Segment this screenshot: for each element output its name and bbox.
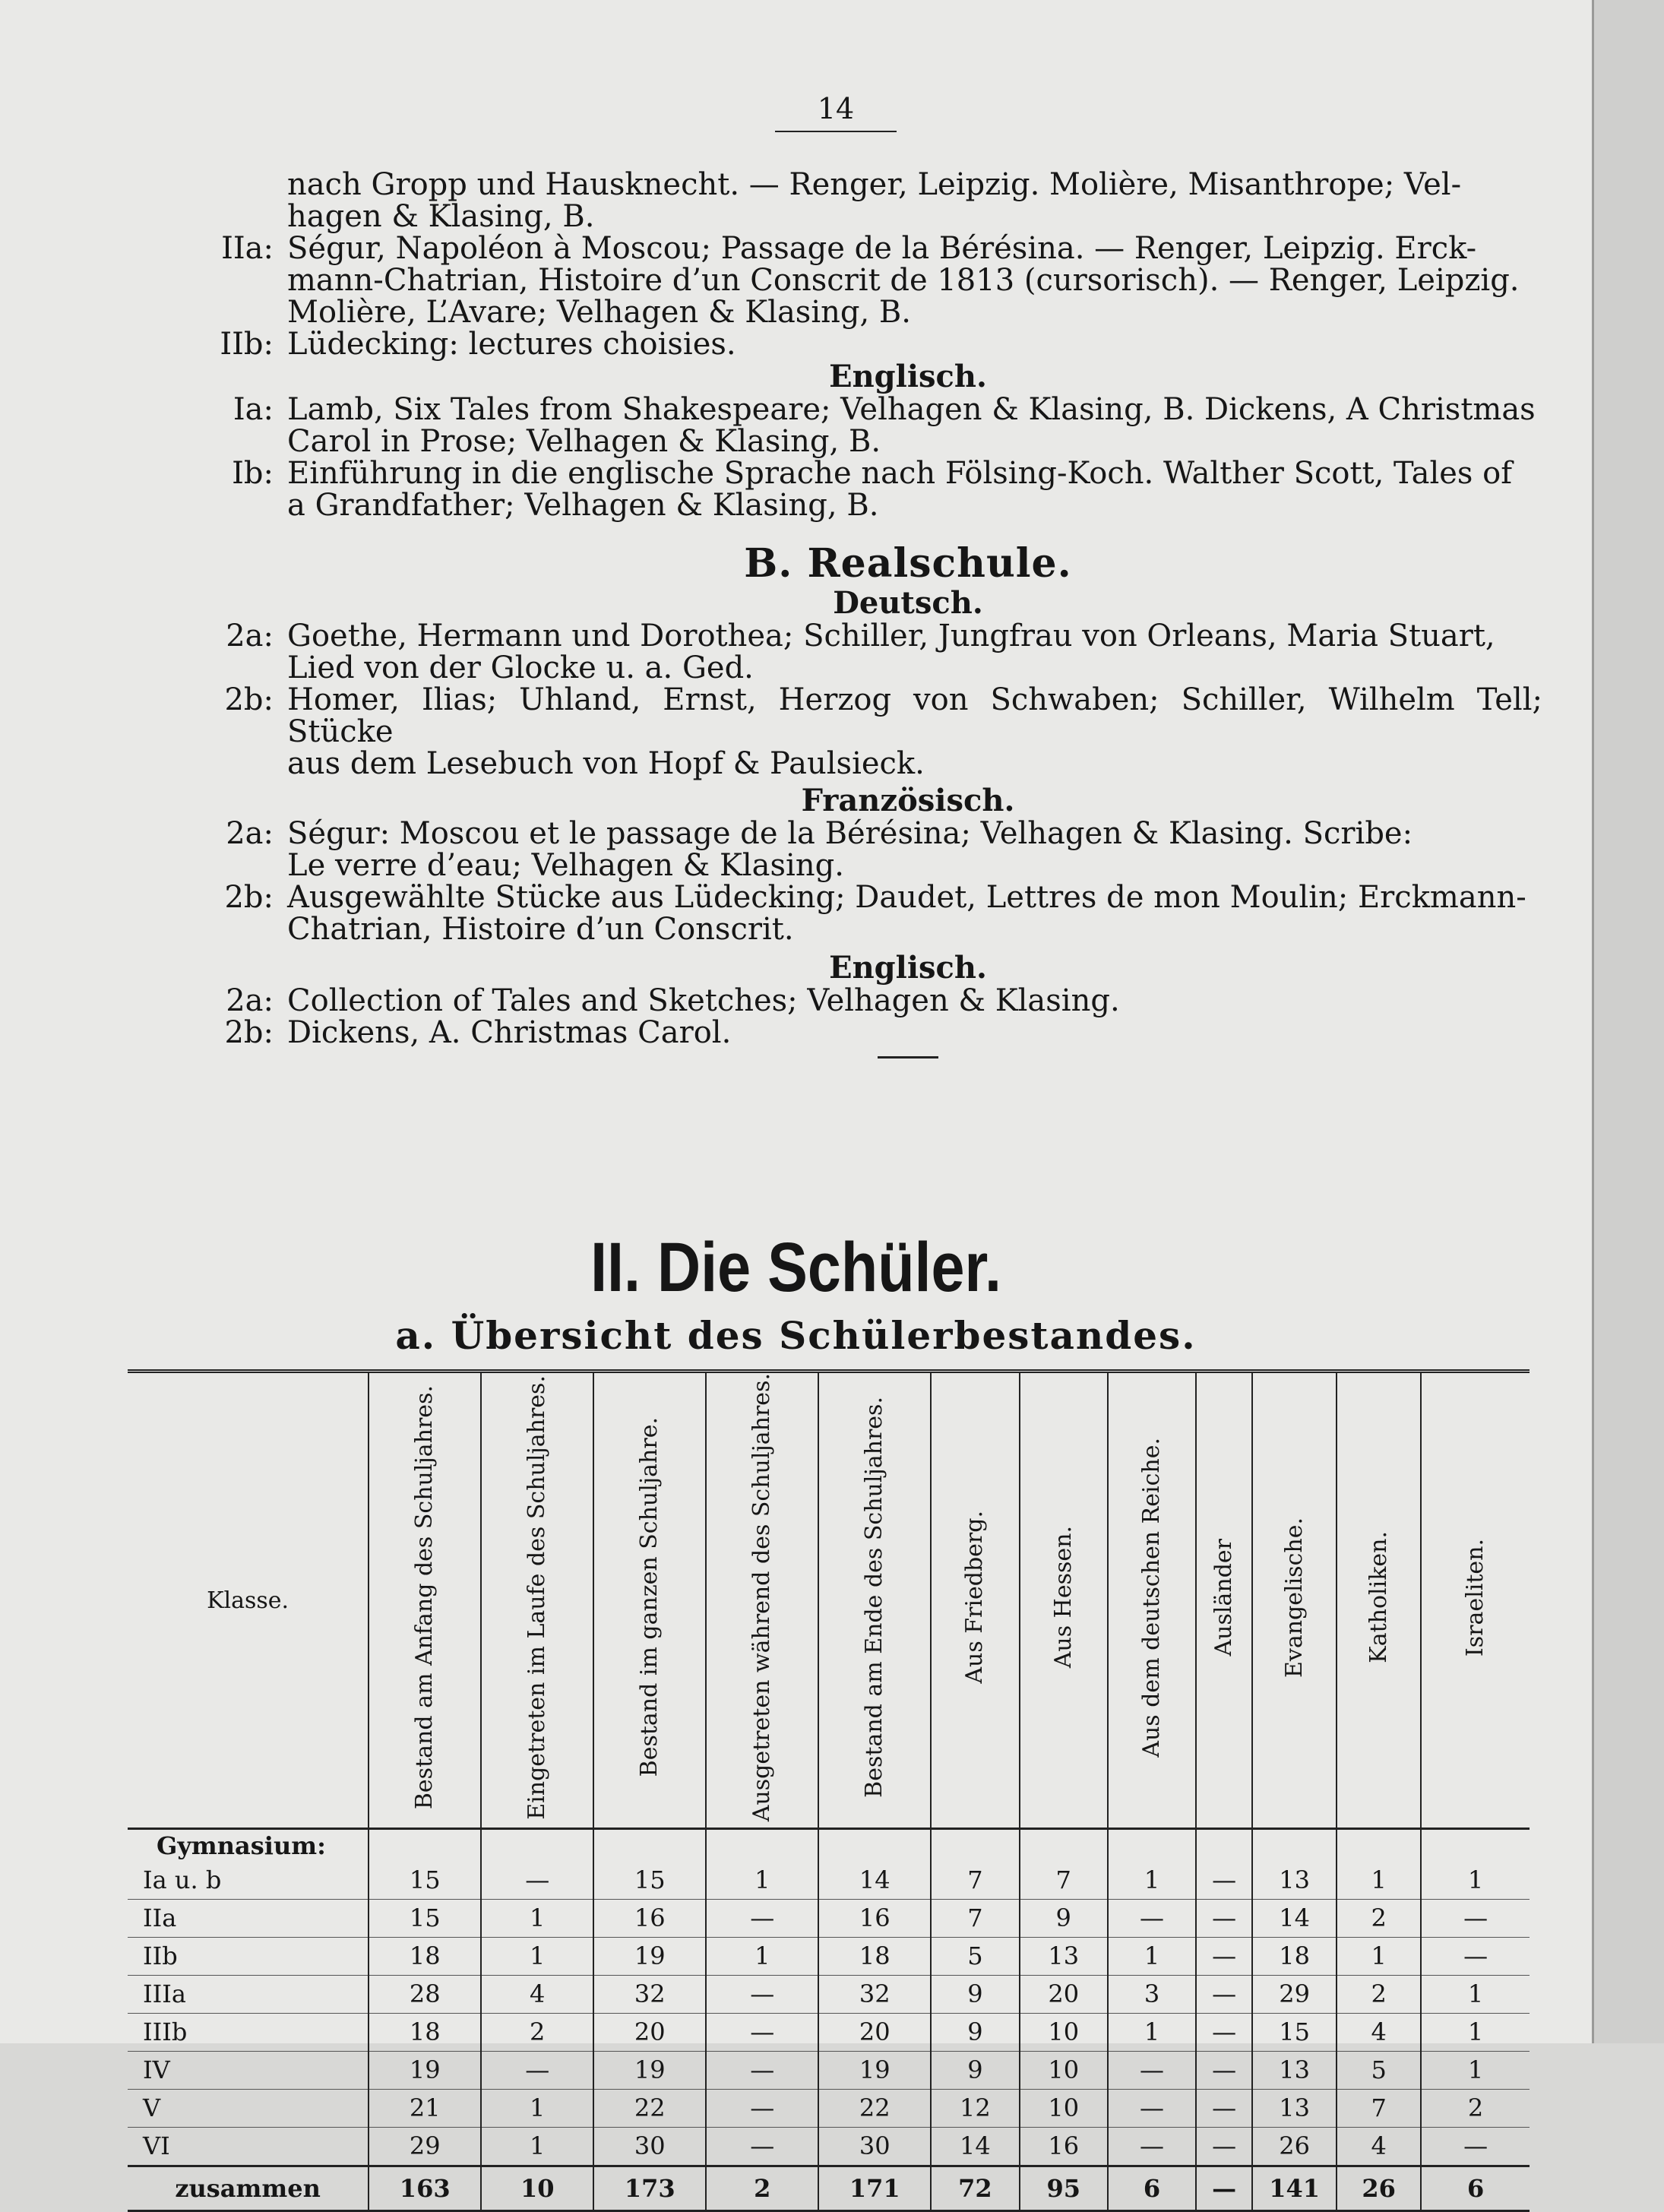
- header-column: [1108, 1372, 1196, 1829]
- table-cell: 1: [1108, 1862, 1196, 1900]
- header-column: [481, 1372, 593, 1829]
- table-cell: 15: [369, 1900, 481, 1938]
- sum-cell: 171: [818, 2166, 931, 2211]
- table-cell: 2: [1337, 1976, 1421, 2014]
- sum-cell: 95: [1020, 2166, 1108, 2211]
- entry-line: Lamb, Six Tales from Shakespeare; Velhagen & Klasing, B. Dickens, A Christmas: [287, 392, 1536, 427]
- table-cell: 5: [1337, 2052, 1421, 2090]
- entry-text: [287, 457, 1542, 521]
- empty-cell: [1252, 1829, 1337, 1862]
- table-cell: 1: [1108, 2014, 1196, 2052]
- page-edge: [1592, 0, 1664, 2043]
- table-cell: 1: [481, 1938, 593, 1976]
- table-cell: 9: [931, 2014, 1019, 2052]
- table-cell: 13: [1252, 2090, 1337, 2128]
- table-cell: —: [706, 2090, 818, 2128]
- entry-text: [287, 684, 1542, 780]
- header-label: Bestand am Anfang des Schuljahres.: [411, 1385, 438, 1810]
- header-label: Evangelische.: [1280, 1517, 1308, 1678]
- english-realschule-entries: [175, 985, 1542, 1049]
- table-cell: 20: [1020, 1976, 1108, 2014]
- heading-englisch-realschule: Englisch.: [829, 950, 987, 986]
- row-class-label: IIIa: [128, 1976, 369, 2014]
- row-class-label: VI: [128, 2128, 369, 2166]
- empty-cell: [706, 1829, 818, 1862]
- table-cell: —: [481, 1862, 593, 1900]
- entry-class-label: 2a:: [226, 619, 274, 653]
- table-cell: 20: [818, 2014, 931, 2052]
- empty-cell: [369, 1829, 481, 1862]
- entry-text: [287, 233, 1542, 328]
- entry-line: Homer, Ilias; Uhland, Ernst, Herzog von Schwaben; Schiller, Wilhelm Tell; Stücke: [287, 682, 1542, 749]
- header-label: Ausländer: [1210, 1538, 1238, 1657]
- empty-cell: [931, 1829, 1019, 1862]
- table-cell: 18: [818, 1938, 931, 1976]
- entry-line: Le verre d’eau; Velhagen & Klasing.: [287, 848, 844, 883]
- sum-cell: 173: [593, 2166, 706, 2211]
- entry-line: a Grandfather; Velhagen & Klasing, B.: [287, 488, 879, 523]
- entry-text: [287, 1017, 1542, 1049]
- english-gymnasium-entries: [175, 394, 1542, 521]
- header-column: [1337, 1372, 1421, 1829]
- entry-text: [287, 818, 1542, 881]
- table-cell: 1: [1421, 1862, 1530, 1900]
- table-cell: 20: [593, 2014, 706, 2052]
- table-cell: 2: [481, 2014, 593, 2052]
- table-cell: 9: [931, 1976, 1019, 2014]
- entry-class-label: Ib:: [232, 456, 274, 491]
- table-cell: 1: [1108, 1938, 1196, 1976]
- heading-englisch-gymnasium: Englisch.: [829, 359, 987, 394]
- header-klasse: Klasse.: [128, 1372, 369, 1829]
- table-cell: 4: [1337, 2128, 1421, 2166]
- table-cell: —: [481, 2052, 593, 2090]
- section-divider: [878, 1056, 938, 1059]
- table-cell: 1: [1421, 1976, 1530, 2014]
- row-class-label: V: [128, 2090, 369, 2128]
- entry-iia: [175, 233, 1542, 328]
- entry-line: nach Gropp und Hausknecht. — Renger, Leipzig. Molière, Misanthrope; Vel-: [287, 167, 1462, 202]
- table-row: [128, 1900, 1530, 1938]
- entry-class-label: 2b:: [224, 682, 274, 717]
- entry-line: mann-Chatrian, Histoire d’un Conscrit de 1813 (cursorisch). — Renger, Leipzig.: [287, 263, 1520, 298]
- table-cell: 1: [1421, 2052, 1530, 2090]
- table-cell: 7: [1337, 2090, 1421, 2128]
- table-cell: 30: [818, 2128, 931, 2166]
- empty-cell: [481, 1829, 593, 1862]
- header-label: Katholiken.: [1365, 1531, 1392, 1663]
- entry-line: Molière, L’Avare; Velhagen & Klasing, B.: [287, 295, 912, 330]
- empty-cell: [818, 1829, 931, 1862]
- sum-cell: 163: [369, 2166, 481, 2211]
- table-cell: —: [1196, 2014, 1252, 2052]
- entry-ia: [175, 394, 1542, 457]
- table-cell: 16: [818, 1900, 931, 1938]
- header-column: [1020, 1372, 1108, 1829]
- table-cell: —: [1421, 1900, 1530, 1938]
- page-number-rule: [775, 131, 897, 132]
- table-cell: 5: [931, 1938, 1019, 1976]
- row-class-label: IIb: [128, 1938, 369, 1976]
- row-class-label: Ia u. b: [128, 1862, 369, 1900]
- entry-ib: [175, 457, 1542, 521]
- sum-cell: 6: [1108, 2166, 1196, 2211]
- table-cell: —: [1196, 2052, 1252, 2090]
- table-cell: 4: [1337, 2014, 1421, 2052]
- sum-cell: 10: [481, 2166, 593, 2211]
- table-row: [128, 2128, 1530, 2166]
- entry-2a: [175, 985, 1542, 1017]
- table-cell: 19: [593, 1938, 706, 1976]
- header-label: Bestand am Ende des Schuljahres.: [861, 1397, 888, 1799]
- entry-line: aus dem Lesebuch von Hopf & Paulsieck.: [287, 746, 925, 781]
- table-cell: 1: [706, 1938, 818, 1976]
- table-cell: —: [706, 2128, 818, 2166]
- table-row: [128, 2090, 1530, 2128]
- entry-line: Ségur: Moscou et le passage de la Bérésina; Velhagen & Klasing. Scribe:: [287, 816, 1413, 851]
- table-cell: 10: [1020, 2014, 1108, 2052]
- table-cell: 13: [1252, 2052, 1337, 2090]
- table-cell: 3: [1108, 1976, 1196, 2014]
- entry-line: Collection of Tales and Sketches; Velhagen & Klasing.: [287, 983, 1120, 1018]
- entry-class-label: 2b:: [224, 880, 274, 915]
- table-cell: —: [706, 2014, 818, 2052]
- table-cell: 21: [369, 2090, 481, 2128]
- entry-text: [287, 985, 1542, 1017]
- heading-realschule: B. Realschule.: [744, 540, 1072, 587]
- header-column: [1252, 1372, 1337, 1829]
- table-cell: —: [706, 1900, 818, 1938]
- table-cell: —: [1196, 1900, 1252, 1938]
- table-cell: 12: [931, 2090, 1019, 2128]
- entry-line: Carol in Prose; Velhagen & Klasing, B.: [287, 424, 881, 459]
- table-cell: —: [1196, 1938, 1252, 1976]
- table-cell: 19: [593, 2052, 706, 2090]
- entry-2b: [175, 1017, 1542, 1049]
- table-cell: 13: [1252, 1862, 1337, 1900]
- table-row: [128, 1976, 1530, 2014]
- table-cell: —: [1196, 2128, 1252, 2166]
- french-gymnasium-entries: [175, 169, 1542, 360]
- entry-text: [287, 394, 1542, 457]
- table-cell: 13: [1020, 1938, 1108, 1976]
- entry-text: [287, 328, 1542, 360]
- entry-text: [287, 169, 1542, 233]
- entry-iib: [175, 328, 1542, 360]
- empty-cell: [593, 1829, 706, 1862]
- table-cell: 15: [1252, 2014, 1337, 2052]
- table-cell: 9: [1020, 1900, 1108, 1938]
- group-row: [128, 1829, 1530, 1862]
- entry-class-label: IIa:: [221, 231, 274, 266]
- header-column: [1421, 1372, 1530, 1829]
- table-row: [128, 1862, 1530, 1900]
- table-cell: 16: [593, 1900, 706, 1938]
- table-cell: 1: [1337, 1938, 1421, 1976]
- chapter-heading: II. Die Schüler.: [590, 1229, 1001, 1306]
- table-cell: —: [1108, 2128, 1196, 2166]
- sum-cell: 2: [706, 2166, 818, 2211]
- entry-class-label: Ia:: [233, 392, 274, 427]
- entry-line: Chatrian, Histoire d’un Conscrit.: [287, 912, 794, 947]
- entry-2a: [175, 620, 1542, 684]
- table-cell: 29: [1252, 1976, 1337, 2014]
- table-cell: 7: [931, 1862, 1019, 1900]
- table-cell: 19: [818, 2052, 931, 2090]
- entry-class-label: [175, 169, 287, 233]
- row-class-label: IV: [128, 2052, 369, 2090]
- french-realschule-entries: [175, 818, 1542, 945]
- table-row: [128, 2052, 1530, 2090]
- table-cell: 30: [593, 2128, 706, 2166]
- table-cell: 32: [593, 1976, 706, 2014]
- table-cell: —: [706, 1976, 818, 2014]
- table-cell: —: [1196, 1976, 1252, 2014]
- entry-text: [287, 881, 1542, 945]
- header-label: Aus Friedberg.: [961, 1511, 989, 1684]
- table-cell: 32: [818, 1976, 931, 2014]
- header-column: [931, 1372, 1019, 1829]
- sum-cell: 26: [1337, 2166, 1421, 2211]
- table-cell: 18: [369, 1938, 481, 1976]
- header-column: [1196, 1372, 1252, 1829]
- empty-cell: [1020, 1829, 1108, 1862]
- table-cell: —: [1421, 2128, 1530, 2166]
- entry-line: hagen & Klasing, B.: [287, 199, 595, 234]
- sum-label: zusammen: [128, 2166, 369, 2211]
- entry-class-label: 2a:: [226, 816, 274, 851]
- table-cell: 1: [706, 1862, 818, 1900]
- header-column: [593, 1372, 706, 1829]
- table-header-row: [128, 1372, 1530, 1829]
- table-cell: —: [1421, 1938, 1530, 1976]
- header-label: Aus Hessen.: [1049, 1526, 1077, 1669]
- entry-text: [287, 620, 1542, 684]
- table-cell: 1: [1421, 2014, 1530, 2052]
- empty-cell: [1421, 1829, 1530, 1862]
- table-cell: 28: [369, 1976, 481, 2014]
- table-cell: 2: [1337, 1900, 1421, 1938]
- table-cell: 4: [481, 1976, 593, 2014]
- reading-list: [175, 169, 1542, 1059]
- empty-cell: [1196, 1829, 1252, 1862]
- table-cell: 15: [593, 1862, 706, 1900]
- table-cell: —: [1108, 2090, 1196, 2128]
- table-cell: —: [1196, 1862, 1252, 1900]
- table-cell: 18: [369, 2014, 481, 2052]
- table-cell: 29: [369, 2128, 481, 2166]
- entry-line: Dickens, A. Christmas Carol.: [287, 1015, 732, 1050]
- header-column: [369, 1372, 481, 1829]
- student-table-wrapper: [128, 1369, 1530, 2212]
- table-cell: —: [1108, 1900, 1196, 1938]
- heading-franzoesisch: Französisch.: [801, 783, 1015, 818]
- entry-continued: [175, 169, 1542, 233]
- table-cell: 7: [1020, 1862, 1108, 1900]
- row-class-label: IIa: [128, 1900, 369, 1938]
- table-cell: 14: [931, 2128, 1019, 2166]
- header-column: [706, 1372, 818, 1829]
- header-label: Ausgetreten während des Schuljahres.: [748, 1373, 776, 1822]
- table-cell: —: [706, 2052, 818, 2090]
- entry-2b: [175, 881, 1542, 945]
- table-cell: 10: [1020, 2090, 1108, 2128]
- group-label: Gymnasium:: [157, 1831, 326, 1861]
- entry-class-label: IIb:: [220, 327, 274, 362]
- table-cell: 22: [818, 2090, 931, 2128]
- sum-cell: —: [1196, 2166, 1252, 2211]
- sum-row: [128, 2166, 1530, 2211]
- table-cell: 14: [818, 1862, 931, 1900]
- sum-cell: 72: [931, 2166, 1019, 2211]
- table-cell: 22: [593, 2090, 706, 2128]
- heading-deutsch: Deutsch.: [833, 585, 983, 621]
- table-cell: 19: [369, 2052, 481, 2090]
- entry-class-label: 2b:: [224, 1015, 274, 1050]
- page-number: 14: [817, 92, 855, 125]
- table-title: a. Übersicht des Schülerbestandes.: [395, 1313, 1197, 1358]
- empty-cell: [1108, 1829, 1196, 1862]
- header-label: Israeliten.: [1462, 1538, 1489, 1657]
- empty-cell: [1337, 1829, 1421, 1862]
- table-cell: 1: [481, 1900, 593, 1938]
- table-cell: 18: [1252, 1938, 1337, 1976]
- entry-line: Einführung in die englische Sprache nach Fölsing-Koch. Walther Scott, Tales of: [287, 456, 1513, 491]
- table-cell: 9: [931, 2052, 1019, 2090]
- entry-line: Lied von der Glocke u. a. Ged.: [287, 650, 754, 685]
- header-label: Eingetreten im Laufe des Schuljahres.: [524, 1375, 551, 1820]
- entry-2a: [175, 818, 1542, 881]
- table-cell: 14: [1252, 1900, 1337, 1938]
- header-column: [818, 1372, 931, 1829]
- student-table: [128, 1369, 1530, 2212]
- table-cell: —: [1108, 2052, 1196, 2090]
- table-cell: 7: [931, 1900, 1019, 1938]
- entry-class-label: 2a:: [226, 983, 274, 1018]
- table-cell: —: [1196, 2090, 1252, 2128]
- entry-line: Ausgewählte Stücke aus Lüdecking; Daudet, Lettres de mon Moulin; Erckmann-: [287, 880, 1526, 915]
- table-cell: 15: [369, 1862, 481, 1900]
- table-cell: 1: [481, 2128, 593, 2166]
- german-realschule-entries: [175, 620, 1542, 780]
- entry-line: Lüdecking: lectures choisies.: [287, 327, 736, 362]
- entry-line: Goethe, Hermann und Dorothea; Schiller, Jungfrau von Orleans, Maria Stuart,: [287, 619, 1495, 653]
- entry-2b: [175, 684, 1542, 780]
- table-cell: 1: [1337, 1862, 1421, 1900]
- sum-cell: 141: [1252, 2166, 1337, 2211]
- table-row: [128, 1938, 1530, 1976]
- row-class-label: IIIb: [128, 2014, 369, 2052]
- table-cell: 16: [1020, 2128, 1108, 2166]
- table-cell: 2: [1421, 2090, 1530, 2128]
- header-label: Aus dem deutschen Reiche.: [1138, 1437, 1165, 1758]
- table-cell: 26: [1252, 2128, 1337, 2166]
- table-body: [128, 1829, 1530, 2211]
- sum-cell: 6: [1421, 2166, 1530, 2211]
- header-label: Bestand im ganzen Schuljahre.: [636, 1417, 663, 1777]
- table-cell: 1: [481, 2090, 593, 2128]
- entry-line: Ségur, Napoléon à Moscou; Passage de la Bérésina. — Renger, Leipzig. Erck-: [287, 231, 1477, 266]
- table-cell: 10: [1020, 2052, 1108, 2090]
- table-row: [128, 2014, 1530, 2052]
